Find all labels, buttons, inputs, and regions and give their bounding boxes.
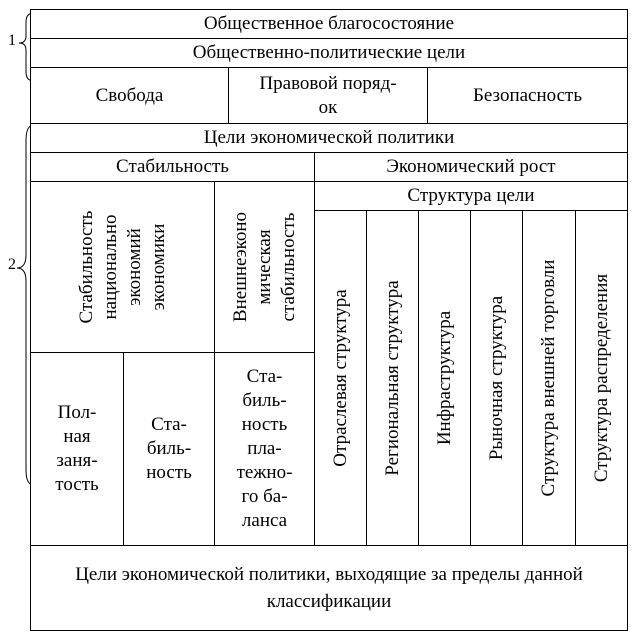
goal-structure-label: Структура цели [407, 185, 535, 206]
full-employment-label: Пол-ная заня-тость [55, 402, 99, 495]
distribution-structure-label: Структура распределения [590, 273, 612, 483]
regional-structure-label: Региональная структура [381, 280, 403, 476]
regional-structure-cell [366, 210, 419, 546]
infrastructure-label: Инфраструктура [433, 310, 455, 446]
price-stability-label: Ста-биль-ность [146, 414, 192, 483]
security-label: Безопасность [472, 84, 583, 106]
freedom-label: Свобода [95, 84, 164, 106]
security-cell [427, 67, 628, 124]
stability-label: Стабильность [116, 156, 229, 177]
freedom-cell [30, 67, 229, 124]
price-stability-cell [123, 352, 215, 546]
growth-label: Экономический рост [386, 156, 556, 177]
welfare-label: Общественное благосостояние [203, 13, 455, 34]
beyond-classification-label: Цели экономической политики, выходящие за пределы данной классификации [75, 564, 583, 612]
legal-order-label: Правовой поряд-ок [259, 72, 397, 118]
political-goals-cell [30, 38, 628, 68]
foreign-trade-structure-cell [522, 210, 576, 546]
infrastructure-cell [418, 210, 471, 546]
legal-order-cell [228, 67, 428, 124]
beyond-classification-cell [30, 545, 628, 631]
group-1-marker: 1 [8, 32, 16, 49]
welfare-cell [30, 9, 628, 39]
distribution-structure-cell [575, 210, 628, 546]
full-employment-cell [30, 352, 124, 546]
econ-policy-goals-label: Цели экономической политики [203, 127, 455, 148]
goal-structure-cell [314, 181, 628, 211]
national-stability-label: Стабильность национально экономий экономики [75, 210, 169, 324]
balance-stability-cell [214, 352, 315, 546]
stability-cell [30, 152, 315, 182]
balance-stability-label: Ста-биль-ность пла-тежно-го ба-ланса [236, 366, 293, 531]
sectoral-structure-label: Отраслевая структура [329, 289, 351, 467]
econ-policy-goals-cell [30, 123, 628, 153]
foreign-trade-structure-label: Структура внешней торговли [538, 259, 559, 497]
political-goals-label: Общественно-политические цели [192, 42, 466, 63]
external-stability-label: Внешнеэконо мическая стабильность [229, 211, 299, 323]
external-stability-cell [214, 181, 315, 353]
sectoral-structure-cell [314, 210, 367, 546]
growth-cell [314, 152, 628, 182]
national-stability-cell [30, 181, 215, 353]
market-structure-label: Рыночная структура [485, 295, 507, 461]
market-structure-cell [470, 210, 523, 546]
group-2-marker: 2 [8, 256, 16, 273]
